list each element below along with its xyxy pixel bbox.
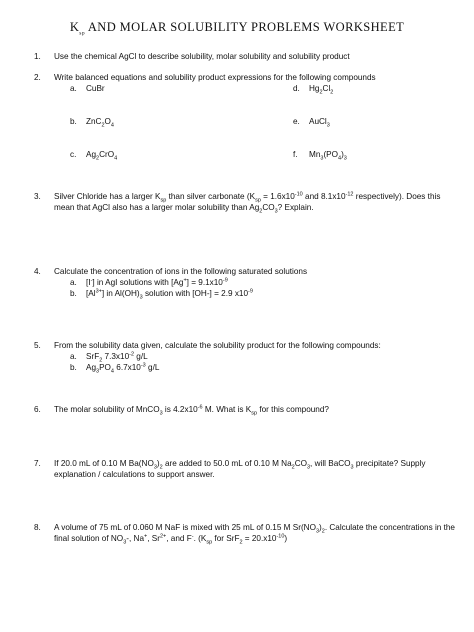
item-label: e. <box>293 117 300 126</box>
item-label: b. <box>70 363 77 372</box>
question-text: A volume of 75 mL of 0.060 M NaF is mixed with 25 mL of 0.15 M $Sr(NO_3)_2$. Calculate the concentrations in the final solution of $NO_3-$, Na+, $Sr^{2+}$, and F-. ($K_{sp}$ for $SrF_2 = 20.x10^{-10}$) <box>54 523 455 546</box>
item-text: $ZnC_2O_4$ <box>86 117 114 129</box>
item-text: $[Al^{3+}]$ in $Al(OH)_3$ solution with [OH-] = 2.9 $x10^{-9}$ <box>86 288 253 301</box>
question-text: Use the chemical AgCl to describe solubility, molar solubility and solubility product <box>54 52 350 61</box>
worksheet-title: $K_{sp}$ AND MOLAR SOLUBILITY PROBLEMS WORKSHEET <box>69 20 405 37</box>
question-number: 1. <box>34 52 41 61</box>
item-text: AuCl$_3$ <box>309 117 330 129</box>
question-number: 7. <box>34 459 41 468</box>
item-text: $Hg_2Cl_2$ <box>309 84 334 96</box>
question-text: Silver Chloride has a larger $K_{sp}$ than silver carbonate ($K_{sp} = 1.6x10^{-10}$ and $8.1x10^{-12}$ respectively). Does this mean that AgCl also has a larger molar solubility than $Ag_2CO_3$? Explain. <box>54 191 441 215</box>
question-text: Calculate the concentration of ions in the following saturated solutions <box>54 267 308 276</box>
question-number: 6. <box>34 405 41 414</box>
item-text: SrF$_2$ $7.3x10^{-2}$ g/L <box>86 351 148 364</box>
question-4-item-a <box>70 277 228 288</box>
item-text: CuBr <box>86 84 105 93</box>
question-2-item-c <box>70 149 117 160</box>
question-number: 5. <box>34 341 41 350</box>
question-5-item-b <box>70 362 159 373</box>
question-text: If 20.0 mL of 0.10 M $Ba(NO_3)_2$ are added to 50.0 mL of 0.10 M $Na_2CO_3$, will BaCO$_3$ precipitate? Supply explanation / calculations to support answer. <box>54 459 426 479</box>
question-text: From the solubility data given, calculate the solubility product for the following compounds: <box>54 341 381 350</box>
item-label: a. <box>70 352 77 361</box>
question-2-item-a <box>70 83 105 94</box>
question-2-item-d <box>293 83 333 94</box>
question-number: 4. <box>34 267 41 276</box>
item-label: a. <box>70 84 77 93</box>
item-label: c. <box>70 150 77 159</box>
item-text: $Mn_3(PO_4)_3$ <box>309 150 347 162</box>
question-text: Write balanced equations and solubility product expressions for the following compounds <box>54 73 376 82</box>
question-2-item-b <box>70 116 114 127</box>
question-4-item-b <box>70 288 253 299</box>
question-5-item-a <box>70 351 148 362</box>
question-number: 8. <box>34 523 41 532</box>
item-text: $Ag_3PO_4$ $6.7x10^{-3}$ g/L <box>86 362 160 375</box>
question-number: 3. <box>34 192 41 201</box>
item-label: b. <box>70 117 77 126</box>
item-text: $Ag_2CrO_4$ <box>86 150 118 162</box>
item-label: f. <box>293 150 298 159</box>
question-2-item-f <box>293 149 347 160</box>
item-label: b. <box>70 289 77 298</box>
question-number: 2. <box>34 73 41 82</box>
item-label: a. <box>70 278 77 287</box>
item-label: d. <box>293 84 300 93</box>
question-text: The molar solubility of MnCO$_3$ is $4.2x10^{-6}$ M. What is $K_{sp}$ for this compound? <box>54 404 329 417</box>
item-text: [I-] in AgI solutions with $[Ag^+] = 9.1x10^{-9}$ <box>86 277 228 287</box>
question-2-item-e <box>293 116 330 127</box>
